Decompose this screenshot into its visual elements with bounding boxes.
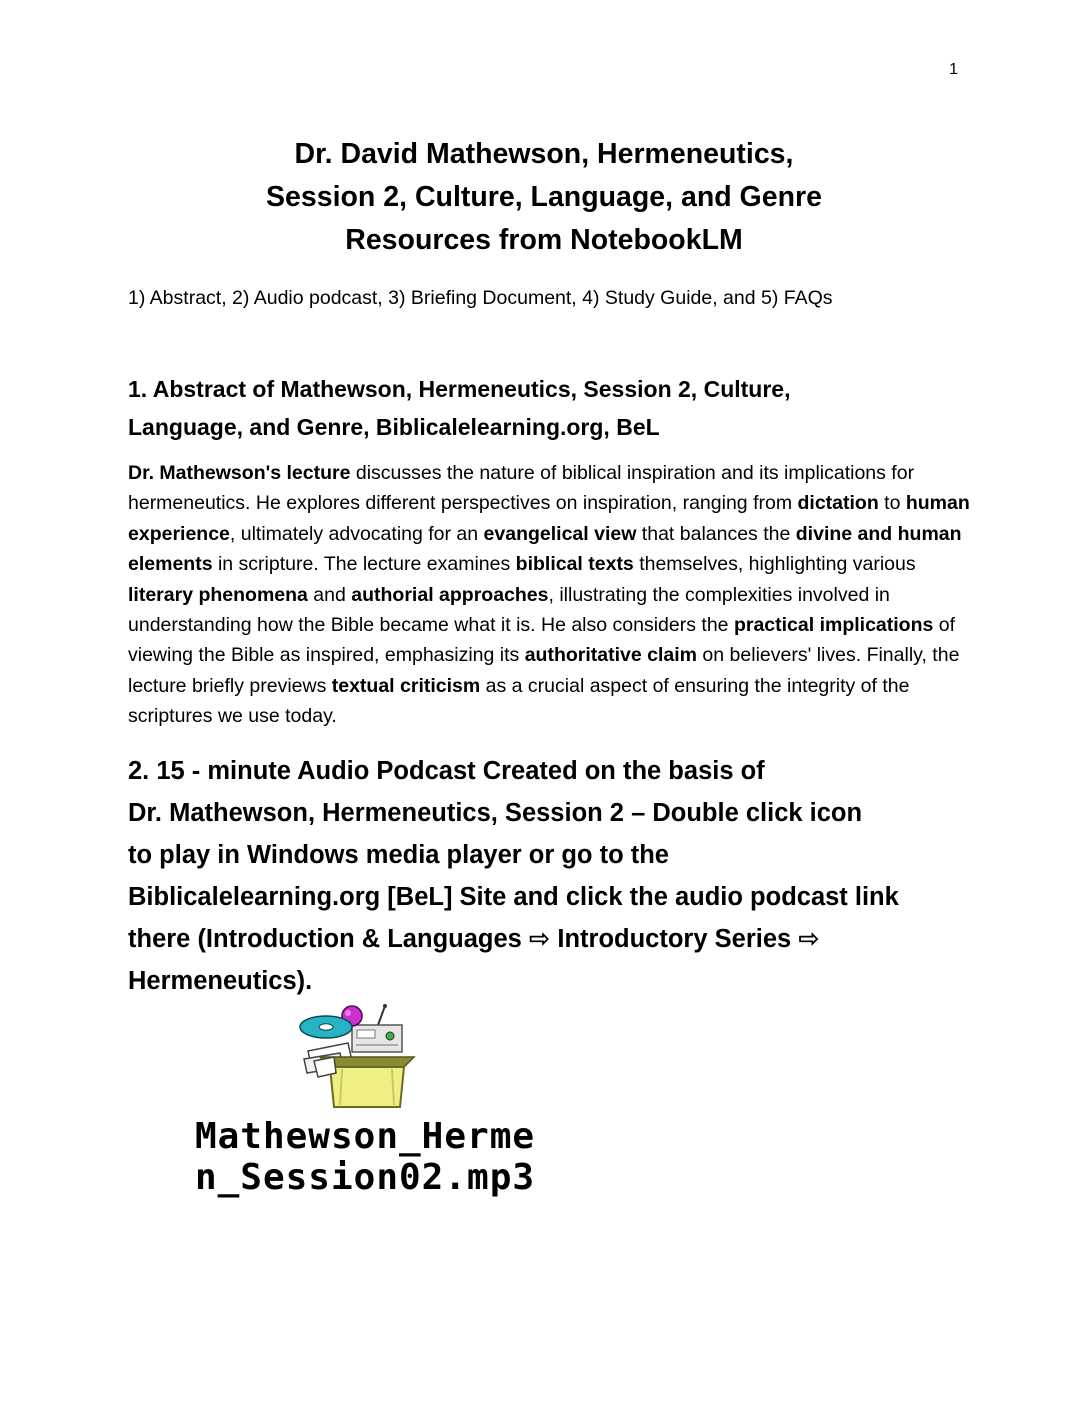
mp3-zip-file-icon[interactable] [290,1003,446,1115]
abstract-paragraph: Dr. Mathewson's lecture discusses the nature of biblical inspiration and its implications for hermeneutics. He explores different perspectives on inspiration, ranging from dictation to human experience, ultimately advocating for an evangelical view that balances the divine and human elements in scripture. The lecture examines biblical texts themselves, highlighting various literary phenomena and authorial approaches, illustrating the complexities involved in understanding how the Bible became what it is. He also considers the practical implications of viewing the Bible as inspired, emphasizing its authoritative claim on believers' lives. Finally, the lecture briefly previews textual criticism as a crucial aspect of ensuring the integrity of the scriptures we use today. [128,462,970,728]
abstract-heading: 1. Abstract of Mathewson, Hermeneutics, Session 2, Culture, Language, and Genre, Biblicalelearning.org, BeL [128,376,791,440]
mp3-file-name[interactable]: Mathewson_Herme n_Session02.mp3 [194,1116,536,1198]
podcast-heading: 2. 15 - minute Audio Podcast Created on the basis of Dr. Mathewson, Hermeneutics, Session 2 – Double click icon to play in Windows media player or go to the Biblicalelearning.org [BeL] Site and click the audio podcast link there (Introduction & Languages ⇨ Introductory Series ⇨ Hermeneutics). [128,757,899,995]
document-title: Dr. David Mathewson, Hermeneutics, Session 2, Culture, Language, and Genre Resources from NotebookLM [266,138,822,256]
resources-list-line: 1) Abstract, 2) Audio podcast, 3) Briefing Document, 4) Study Guide, and 5) FAQs [128,287,833,309]
mp3-zip-file-icon-graphic [290,1003,446,1115]
page-number: 1 [949,61,958,78]
